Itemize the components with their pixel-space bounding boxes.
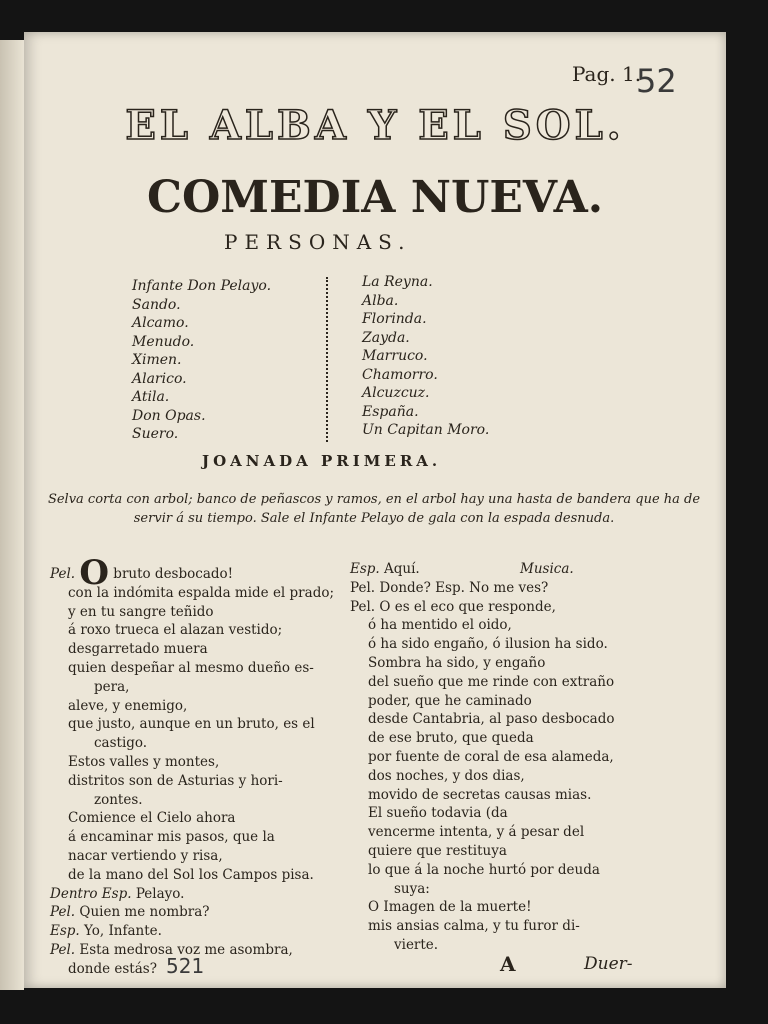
stage-note-musica: Musica. [520, 561, 574, 577]
cast-member: Zayda. [362, 329, 410, 346]
cast-member: Florinda. [362, 311, 427, 327]
speaker-tag: Pel. [50, 904, 76, 921]
verse-line: de la mano del Sol los Campos pisa. [68, 866, 314, 883]
cast-member: Alcamo. [132, 315, 189, 331]
verse-line: donde estás? [68, 960, 157, 977]
verse-line: vencerme intenta, y á pesar del [368, 824, 585, 841]
verse-line: desgarretado muera [68, 641, 208, 658]
verse-line: del sueño que me rinde con extraño [368, 673, 615, 690]
cast-member: Un Capitan Moro. [362, 422, 490, 438]
speaker-tag: Pel. [50, 941, 76, 958]
act-heading: JOANADA PRIMERA. [202, 452, 442, 470]
cast-member: Atila. [132, 389, 170, 405]
cast-member: Sando. [132, 296, 181, 313]
cast-list-left [132, 277, 271, 444]
verse-line: nacar vertiendo y risa, [68, 847, 223, 864]
page-label: Pag. 1. [572, 62, 642, 86]
verse-line: El sueño todavia (da [368, 805, 508, 822]
verse-text: Quien me nombra? [79, 904, 210, 921]
signature-mark: A [500, 952, 516, 976]
verse-line: á roxo trueca el alazan vestido; [68, 622, 283, 639]
verse-column-left [50, 553, 350, 979]
catchword: Duer- [584, 954, 633, 974]
dialogue-line [50, 903, 350, 922]
verse-line: pera, [94, 678, 130, 695]
verse-line: quiere que restituya [368, 842, 507, 859]
cast-member: Menudo. [132, 333, 195, 350]
left-page-edge [0, 40, 24, 990]
dialogue-line [350, 560, 650, 579]
play-subtitle: COMEDIA NUEVA. [146, 172, 604, 223]
verse-line: mis ansias calma, y tu furor di- [368, 918, 580, 935]
verse-line: poder, que he caminado [368, 692, 532, 709]
cast-member: Marruco. [362, 348, 428, 364]
verse-line: distritos son de Asturias y hori- [68, 772, 283, 789]
verse-line: vierte. [394, 936, 439, 953]
stage-direction: Selva corta con arbol; banco de peñascos y ramos, en el arbol hay una hasta de bandera que ha de servir á su tiempo. Sale el Infante Pelayo de gala con la espada desnuda. [47, 492, 701, 526]
verse-line: Sombra ha sido, y engaño [368, 654, 546, 671]
cast-divider-brace [326, 277, 338, 442]
cast-list-right [362, 273, 489, 440]
verse-line: por fuente de coral de esa alameda, [368, 748, 614, 765]
cast-member: Alba. [362, 292, 399, 309]
cast-member: Infante Don Pelayo. [132, 278, 272, 294]
verse-line: con la indómita espalda mide el prado; [68, 584, 335, 601]
cast-member: España. [362, 403, 419, 420]
verse-line: movido de secretas causas mias. [368, 786, 592, 803]
verse-line: zontes. [94, 791, 143, 808]
verse-line: lo que á la noche hurtó por deuda [368, 861, 600, 878]
verse-line: quien despeñar al mesmo dueño es- [68, 659, 314, 676]
verse-line: y en tu sangre teñido [68, 603, 214, 620]
speaker-tag: Dentro Esp. [50, 885, 132, 902]
verse-line: ó ha sido engaño, ó ilusion ha sido. [368, 636, 608, 653]
dialogue-line [50, 922, 350, 941]
verse-text: Aquí. [384, 561, 420, 577]
dialogue-line: Pel. O es el eco que responde, [350, 598, 556, 615]
verse-column-right [350, 560, 650, 955]
verse-line: O Imagen de la muerte! [368, 899, 532, 916]
cast-member: Ximen. [132, 352, 182, 368]
verse-text: Yo, Infante. [84, 923, 162, 940]
verse-text: Esta medrosa voz me asombra, [79, 941, 293, 958]
dialogue-line [50, 885, 350, 904]
verse-line: suya: [394, 880, 430, 897]
cast-member: Don Opas. [132, 407, 206, 424]
speaker-tag: Pel. [50, 566, 76, 582]
verse-line: que justo, aunque en un bruto, es el [68, 716, 315, 733]
book-page [24, 32, 726, 988]
verse-line: á encaminar mis pasos, que la [68, 829, 275, 846]
speaker-tag: Esp. [350, 561, 380, 577]
cast-member: Suero. [132, 426, 179, 442]
speaker-tag: Esp. [50, 923, 80, 940]
drop-cap: O [79, 553, 109, 593]
verse-line: Estos valles y montes, [68, 753, 220, 770]
verse-line: castigo. [94, 735, 148, 752]
verse-line: desde Cantabria, al paso desbocado [368, 711, 615, 728]
verse-line: ó ha mentido el oido, [368, 617, 512, 634]
dialogue-line: Pel. Donde? Esp. No me ves? [350, 579, 549, 596]
handwritten-folio-number: 52 [636, 62, 677, 100]
handwritten-note: 521 [166, 954, 205, 978]
verse-text: Pelayo. [135, 885, 185, 902]
cast-member: La Reyna. [362, 274, 433, 290]
verse-line: de ese bruto, que queda [368, 730, 534, 747]
play-title: EL ALBA Y EL SOL. [125, 102, 625, 149]
cast-member: Alarico. [132, 370, 187, 387]
verse-text: bruto desbocado! [113, 566, 234, 582]
personas-heading: PERSONAS. [224, 230, 412, 254]
verse-line: aleve, y enemigo, [68, 697, 188, 714]
verse-line: dos noches, y dos dias, [368, 767, 525, 784]
verse-line: Comience el Cielo ahora [68, 810, 236, 827]
cast-member: Alcuzcuz. [362, 385, 430, 401]
cast-member: Chamorro. [362, 366, 438, 383]
